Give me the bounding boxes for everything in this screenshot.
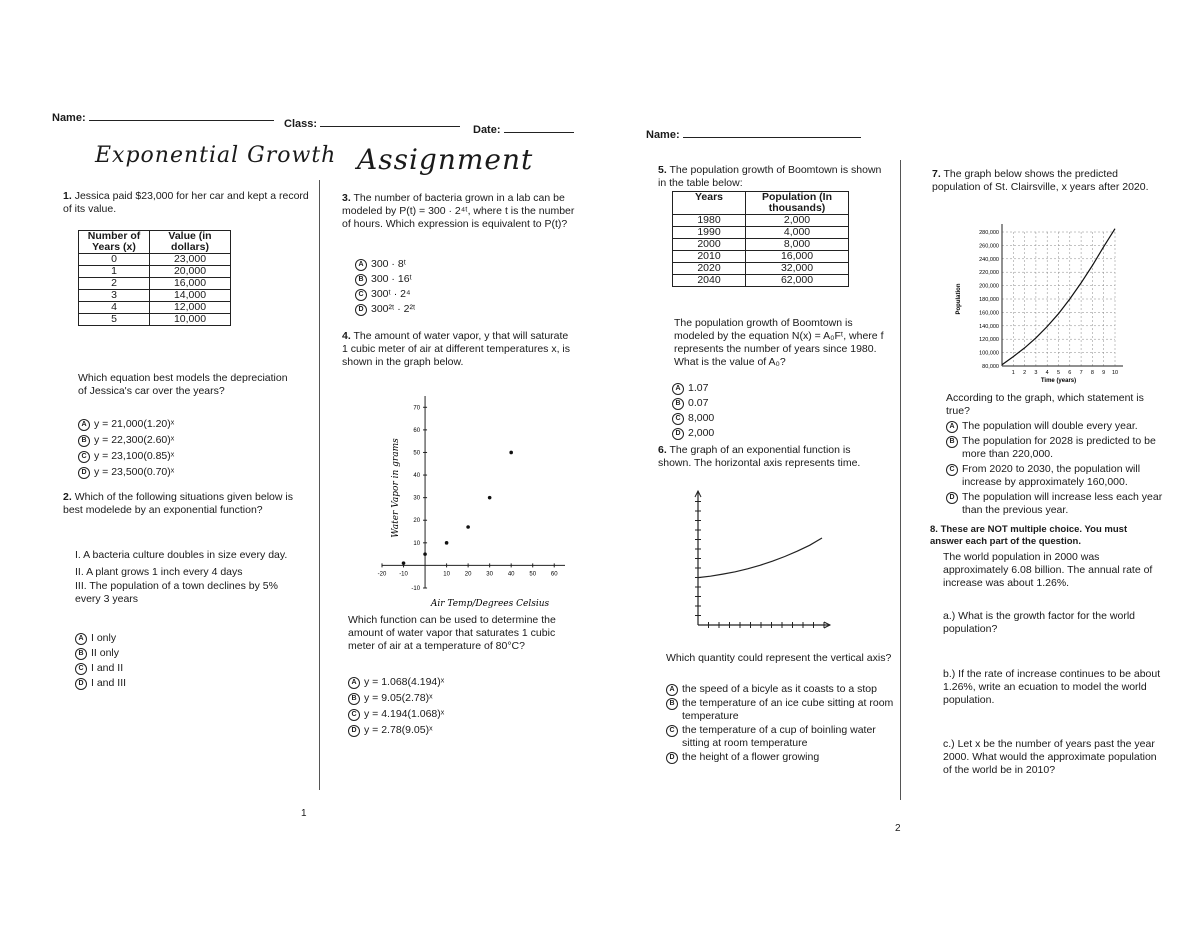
x-tick-label: 4 [1045,370,1049,376]
q6-text: The graph of an exponential function is shown. The horizontal axis represents time. [658,444,861,469]
option-bubble-icon[interactable]: D [348,725,360,737]
y-tick-label: -10 [411,586,421,592]
answer-option[interactable] [75,647,295,660]
option-text: y = 1.068(4.194)ˣ [364,676,445,688]
option-text: The population for 2028 is predicted to be more than 220,000. [962,435,1156,460]
table-cell: 12,000 [150,302,231,314]
q2-number: 2. [63,491,72,503]
option-bubble-icon[interactable]: A [355,259,367,271]
answer-option[interactable] [666,751,896,764]
class-line[interactable] [320,116,460,127]
q6-prompt: Which quantity could represent the vertical axis? [666,652,892,664]
answer-option[interactable] [355,258,575,271]
answer-option[interactable] [666,697,896,723]
option-bubble-icon[interactable]: D [666,752,678,764]
option-bubble-icon[interactable]: A [348,677,360,689]
table-cell: 4,000 [746,227,849,239]
x-tick-label: 1 [1011,370,1015,376]
option-text: y = 2.78(9.05)ˣ [364,724,433,736]
answer-option[interactable] [78,418,298,431]
table-cell: 10,000 [150,314,231,326]
class-label: Class: [284,118,318,130]
table-cell: 2000 [673,239,746,251]
option-text: 8,000 [688,412,715,424]
option-bubble-icon[interactable]: C [666,725,678,737]
y-tick-label: 70 [413,405,421,412]
q2-items [75,549,305,607]
y-tick-label: 260,000 [979,243,999,250]
option-text: y = 23,500(0.70)ˣ [94,466,175,478]
option-text: 300ᵗ · 2⁴ [371,288,411,300]
q5-text: The population growth of Boomtown is shown in the table below: [658,164,882,189]
answer-option[interactable] [666,724,896,750]
question-4 [342,330,572,369]
q1-number: 1. [63,190,72,202]
option-bubble-icon[interactable]: B [666,698,678,710]
table-cell: 2 [79,278,150,290]
data-point [509,451,513,455]
y-axis-label: Water Vapor in grams [391,438,401,538]
q4-options [348,676,568,740]
x-tick-label: -10 [399,571,408,578]
y-tick-label: 50 [413,450,421,457]
option-text: y = 22,300(2.60)ˣ [94,434,175,446]
q8-number: 8. [930,524,938,535]
situation-item: III. The population of a town declines by 5% every 3 years [75,580,278,605]
y-tick-label: 30 [413,495,421,502]
answer-option[interactable] [946,463,1171,489]
data-point [466,525,470,529]
answer-option[interactable] [946,491,1171,517]
table-row [79,266,231,278]
table-row [79,314,231,326]
x-tick-label: 9 [1102,370,1106,376]
q3-text: The number of bacteria grown in a lab can be modeled by P(t) = 300 · 2⁴ᵗ, where t is the number of hours. Which expression is equivalent to P(t)? [342,192,575,230]
y-tick-label: 60 [413,427,421,434]
answer-option[interactable] [672,397,872,410]
class-field [284,116,460,130]
y-tick-label: 10 [413,540,421,547]
question-6 [658,444,886,470]
answer-option[interactable] [348,676,568,689]
option-bubble-icon[interactable]: D [355,304,367,316]
y-axis-label: Population [956,283,962,315]
x-tick-label: 2 [1023,370,1027,376]
table-row [673,251,849,263]
question-2 [63,491,308,517]
option-bubble-icon[interactable]: A [78,419,90,431]
option-text: I and II [91,662,124,674]
y-tick-label: 120,000 [979,337,999,344]
table-cell: 62,000 [746,275,849,287]
q5-number: 5. [658,164,667,176]
option-bubble-icon[interactable]: B [946,436,958,448]
q5-table [672,191,849,287]
q1-table-header: Number of Years (x) [79,231,150,254]
q1-prompt: Which equation best models the depreciation of Jessica's car over the years? [78,372,288,397]
option-bubble-icon[interactable]: A [946,421,958,433]
table-row [79,254,231,266]
x-tick-label: 60 [550,571,558,578]
x-tick-label: 8 [1090,370,1094,376]
option-text: 1.07 [688,382,709,394]
q5-table-header: Population (In thousands) [746,192,849,215]
q8-part-c: c.) Let x be the number of years past the year 2000. What would the approximate population of the world be in 2010? [943,738,1157,776]
option-text: 300 · 16ᵗ [371,273,412,285]
title-left: Exponential Growth [95,143,337,168]
q3-options [355,258,575,318]
option-text: 0.07 [688,397,709,409]
x-tick-label: 10 [1111,370,1119,376]
x-tick-label: -20 [377,571,387,578]
option-text: 2,000 [688,427,715,439]
y-tick-label: 40 [413,473,421,480]
answer-option[interactable] [75,677,295,690]
table-cell: 2020 [673,263,746,275]
population-chart [950,218,1130,390]
y-tick-label: 140,000 [979,323,999,330]
exponential-chart [680,485,840,635]
table-cell: 14,000 [150,290,231,302]
column-divider-2 [900,160,901,800]
option-bubble-icon[interactable]: A [666,684,678,696]
option-bubble-icon[interactable]: C [355,289,367,301]
answer-option[interactable] [946,420,1171,433]
table-cell: 16,000 [150,278,231,290]
situation-item: II. A plant grows 1 inch every 4 days [75,566,243,578]
y-tick-label: 200,000 [979,283,999,290]
option-bubble-icon[interactable]: D [946,492,958,504]
question-1 [63,190,313,216]
option-text: the speed of a bicyle as it coasts to a stop [682,683,877,695]
q6-number: 6. [658,444,667,456]
answer-option[interactable] [78,466,298,479]
table-cell: 4 [79,302,150,314]
curve-line [698,538,822,578]
option-bubble-icon[interactable]: B [78,435,90,447]
answer-option[interactable] [348,724,568,737]
date-field [473,122,574,136]
q1-text: Jessica paid $23,000 for her car and kept a record of its value. [63,190,309,215]
question-3 [342,192,582,231]
column-divider [319,180,320,790]
table-row [79,302,231,314]
option-text: y = 4.194(1.068)ˣ [364,708,445,720]
answer-option[interactable] [946,435,1171,461]
option-bubble-icon[interactable]: D [78,467,90,479]
q7-options [946,420,1171,519]
q3-number: 3. [342,192,351,204]
answer-option[interactable] [78,434,298,447]
y-tick-label: 280,000 [979,230,999,236]
table-cell: 1 [79,266,150,278]
table-row [79,290,231,302]
x-tick-label: 3 [1034,370,1038,376]
name-label-2: Name: [646,129,680,141]
data-point [423,552,427,556]
table-cell: 2010 [673,251,746,263]
table-row [673,215,849,227]
x-tick-label: 30 [486,571,493,578]
answer-option[interactable] [75,662,295,675]
option-text: 300²ᵗ · 2²ᵗ [371,303,416,315]
y-tick-label: 100,000 [979,350,999,357]
table-row [79,278,231,290]
table-row [673,263,849,275]
x-tick-label: 5 [1056,370,1061,376]
option-bubble-icon[interactable]: C [75,663,87,675]
answer-option[interactable] [672,427,872,440]
name-label: Name: [52,112,86,124]
q1-options [78,418,298,482]
table-cell: 0 [79,254,150,266]
q6-options [666,683,896,765]
page-2 [600,0,1200,936]
table-cell: 23,000 [150,254,231,266]
data-point [488,496,492,500]
page-number-2: 2 [895,823,901,834]
x-axis-label: Air Temp/Degrees Celsius [430,599,550,609]
option-bubble-icon[interactable]: C [946,464,958,476]
data-point [445,541,449,545]
y-tick-label: 80,000 [982,364,999,370]
answer-option[interactable] [355,273,575,286]
page-number: 1 [301,808,307,819]
date-line[interactable] [504,122,574,133]
option-bubble-icon[interactable]: B [672,398,684,410]
q8-text: The world population in 2000 was approximately 6.08 billion. The annual rate of increase was about 1.26%. [943,551,1153,589]
option-text: The population will double every year. [962,420,1138,432]
table-cell: 2040 [673,275,746,287]
name-line[interactable] [89,110,274,121]
option-text: 300 · 8ᵗ [371,258,406,270]
option-bubble-icon[interactable]: C [348,709,360,721]
q2-text: Which of the following situations given below is best modelede by an exponential function? [63,491,293,516]
q4-number: 4. [342,330,351,342]
table-row [673,239,849,251]
table-cell: 16,000 [746,251,849,263]
q4-text: The amount of water vapor, y that will saturate 1 cubic meter of air at different temperatures x, is shown in the graph below. [342,330,570,368]
table-cell: 2,000 [746,215,849,227]
table-cell: 20,000 [150,266,231,278]
option-text: y = 9.05(2.78)ˣ [364,692,433,704]
y-tick-label: 180,000 [979,297,999,303]
q2-options [75,632,295,692]
question-8-note [930,524,1160,548]
option-text: I and III [91,677,127,689]
x-tick-label: 7 [1079,370,1083,376]
option-bubble-icon[interactable]: B [75,648,87,660]
answer-option[interactable] [75,632,295,645]
table-cell: 1980 [673,215,746,227]
date-label: Date: [473,124,501,136]
q4-prompt: Which function can be used to determine the amount of water vapor that saturates 1 cubic meter of air at a temperature of 80°C? [348,614,556,652]
option-text: y = 21,000(1.20)ˣ [94,418,175,430]
q1-table [78,230,231,326]
q8-part-b: b.) If the rate of increase continues to be about 1.26%, write an ecuation to model the world population. [943,668,1161,706]
option-text: the temperature of a cup of boinling water sitting at room temperature [682,724,876,749]
x-tick-label: 50 [529,571,537,578]
question-5 [658,164,886,190]
water-vapor-chart [360,388,575,613]
data-point [402,561,406,565]
option-bubble-icon[interactable]: A [672,383,684,395]
situation-item: I. A bacteria culture doubles in size every day. [75,549,288,561]
option-bubble-icon[interactable]: C [78,451,90,463]
q5-table-header: Years [673,192,746,215]
name-field-2 [646,127,861,141]
table-cell: 32,000 [746,263,849,275]
x-tick-label: 40 [507,571,515,578]
answer-option[interactable] [672,412,872,425]
q7-prompt: According to the graph, which statement is true? [946,392,1144,417]
table-cell: 3 [79,290,150,302]
answer-option[interactable] [348,692,568,705]
option-bubble-icon[interactable]: A [75,633,87,645]
table-cell: 5 [79,314,150,326]
q7-text: The graph below shows the predicted population of St. Clairsville, x years after 2020. [932,168,1149,193]
option-bubble-icon[interactable]: D [75,678,87,690]
x-tick-label: 6 [1068,370,1072,376]
option-bubble-icon[interactable]: B [348,693,360,705]
name-line-2[interactable] [683,127,861,138]
option-text: The population will increase less each year than the previous year. [962,491,1163,516]
y-tick-label: 240,000 [979,256,999,263]
option-text: II only [91,647,120,659]
y-tick-label: 160,000 [979,310,999,317]
table-cell: 8,000 [746,239,849,251]
table-row [673,275,849,287]
option-text: I only [91,632,117,644]
option-text: y = 23,100(0.85)ˣ [94,450,175,462]
option-text: From 2020 to 2030, the population will increase by approximately 160,000. [962,463,1141,488]
x-axis-label: Time (years) [1040,378,1077,384]
answer-option[interactable] [348,708,568,721]
table-row [673,227,849,239]
answer-option[interactable] [666,683,896,696]
table-cell: 1990 [673,227,746,239]
y-tick-label: 220,000 [979,270,999,277]
x-tick-label: 10 [443,571,450,578]
title-right: Assignment [357,143,534,176]
q5-text2: The population growth of Boomtown is modeled by the equation N(x) = A₀Fᵗ, where f represents the number of years since 1980. What is the value of A₀? [674,317,884,368]
option-bubble-icon[interactable]: D [672,428,684,440]
name-field [52,110,274,124]
option-bubble-icon[interactable]: C [672,413,684,425]
answer-option[interactable] [355,288,575,301]
q5-options [672,382,872,442]
y-tick-label: 20 [413,518,421,525]
q8-part-a: a.) What is the growth factor for the world population? [943,610,1135,635]
option-text: the temperature of an ice cube sitting at room temperature [682,697,894,722]
question-7 [932,168,1157,194]
x-tick-label: 20 [464,571,472,578]
answer-option[interactable] [78,450,298,463]
option-text: the height of a flower growing [682,751,820,763]
q1-table-header: Value (in dollars) [150,231,231,254]
option-bubble-icon[interactable]: B [355,274,367,286]
answer-option[interactable] [672,382,872,395]
answer-option[interactable] [355,303,575,316]
q8-note: These are NOT multiple choice. You must answer each part of the question. [930,524,1128,547]
q7-number: 7. [932,168,941,180]
